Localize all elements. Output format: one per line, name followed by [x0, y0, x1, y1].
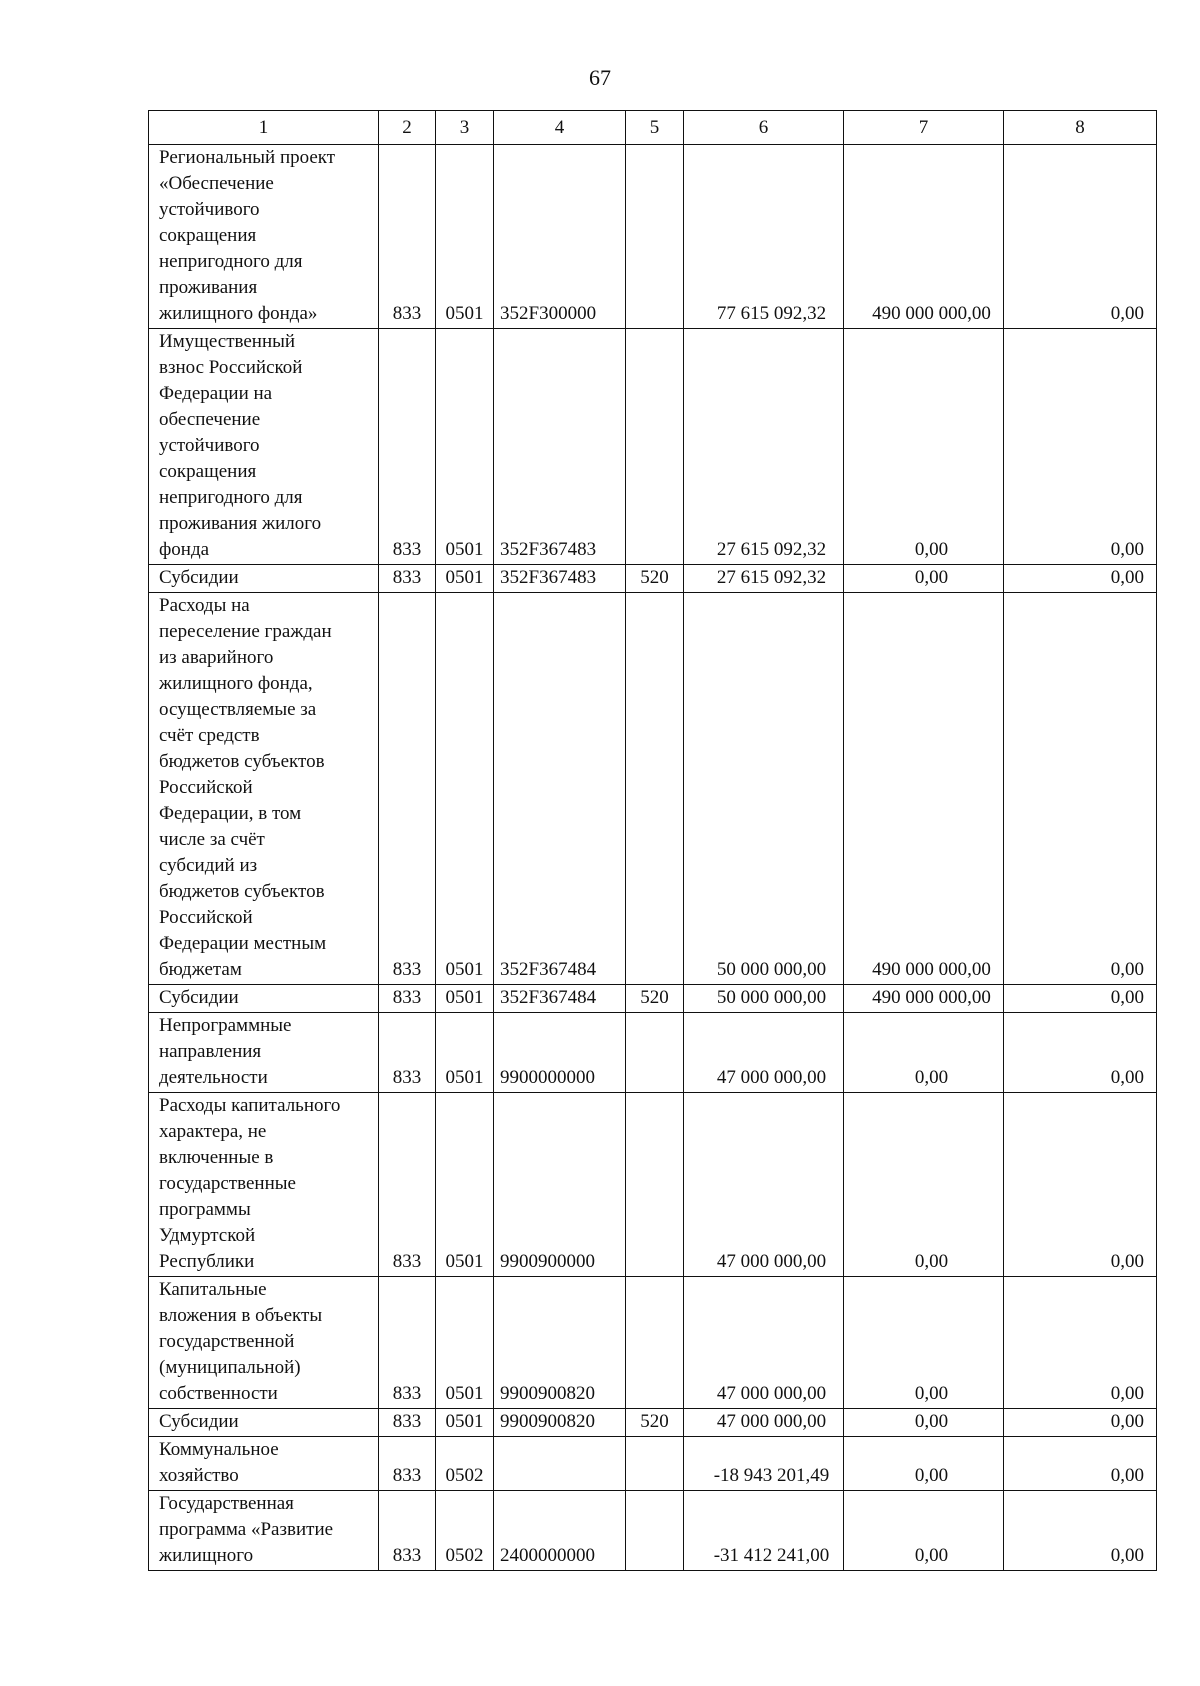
table-header [149, 111, 1157, 145]
expense-type-cell [626, 1093, 684, 1277]
amount-year3-cell: 0,00 [1004, 1491, 1157, 1571]
item-name-line: числе за счёт [159, 829, 265, 850]
amount-year3-cell: 0,00 [1004, 1093, 1157, 1277]
item-name-line: непригодного для [159, 487, 303, 508]
target-article-cell: 352F367483 [494, 329, 626, 565]
item-name-line: «Обеспечение [159, 173, 274, 194]
expense-type-cell: 520 [626, 1409, 684, 1437]
target-article-cell: 9900900820 [494, 1409, 626, 1437]
chapter-code-cell: 833 [379, 145, 436, 329]
amount-year2-cell: 0,00 [844, 1409, 1004, 1437]
item-name-line: вложения в объекты [159, 1305, 323, 1326]
amount-cell: 27 615 092,32 [684, 329, 844, 565]
amount-year3-cell: 0,00 [1004, 593, 1157, 985]
item-name-line: программы [159, 1199, 251, 1220]
section-code-cell: 0502 [436, 1491, 494, 1571]
target-article-cell: 352F367483 [494, 565, 626, 593]
item-name-line: Региональный проект [159, 147, 336, 168]
item-name-line: программа «Развитие [159, 1519, 334, 1540]
item-name-line: характера, не [159, 1121, 267, 1142]
table-row [149, 565, 1157, 593]
item-name-line: включенные в [159, 1147, 274, 1168]
amount-cell: 50 000 000,00 [684, 593, 844, 985]
item-name-line: государственные [159, 1173, 296, 1194]
target-article-cell: 9900000000 [494, 1013, 626, 1093]
item-name-line: Федерации на [159, 383, 273, 404]
amount-cell: -31 412 241,00 [684, 1491, 844, 1571]
item-name-line: сокращения [159, 461, 257, 482]
chapter-code-cell: 833 [379, 1491, 436, 1571]
item-name-line: Непрограммные [159, 1015, 292, 1036]
amount-cell: 50 000 000,00 [684, 985, 844, 1013]
amount-year2-cell: 490 000 000,00 [844, 593, 1004, 985]
item-name-line: собственности [159, 1383, 278, 1404]
amount-year3-cell: 0,00 [1004, 1277, 1157, 1409]
table-row [149, 1013, 1157, 1093]
amount-year2-cell: 0,00 [844, 1277, 1004, 1409]
expense-type-cell [626, 329, 684, 565]
table-row [149, 1437, 1157, 1491]
target-article-cell [494, 1437, 626, 1491]
amount-cell: 77 615 092,32 [684, 145, 844, 329]
expense-type-cell: 520 [626, 565, 684, 593]
item-name-cell [149, 565, 379, 593]
item-name-line: (муниципальной) [159, 1357, 301, 1378]
amount-cell: 47 000 000,00 [684, 1409, 844, 1437]
target-article-cell: 352F367484 [494, 593, 626, 985]
item-name-line: Российской [159, 777, 253, 798]
item-name-line: осуществляемые за [159, 699, 317, 720]
item-name-line: Капитальные [159, 1279, 267, 1300]
item-name-cell [149, 1277, 379, 1409]
expense-type-cell [626, 1277, 684, 1409]
amount-cell: -18 943 201,49 [684, 1437, 844, 1491]
item-name-line: из аварийного [159, 647, 274, 668]
section-code-cell: 0501 [436, 1093, 494, 1277]
amount-year2-cell: 0,00 [844, 1437, 1004, 1491]
chapter-code-cell: 833 [379, 593, 436, 985]
table-body [149, 145, 1157, 1571]
section-code-cell: 0501 [436, 593, 494, 985]
item-name-line: проживания [159, 277, 258, 298]
chapter-code-cell: 833 [379, 1013, 436, 1093]
target-article-cell: 9900900000 [494, 1093, 626, 1277]
item-name-line: субсидий из [159, 855, 258, 876]
item-name-cell [149, 145, 379, 329]
amount-year2-cell: 490 000 000,00 [844, 145, 1004, 329]
amount-year3-cell: 0,00 [1004, 1437, 1157, 1491]
chapter-code-cell: 833 [379, 1277, 436, 1409]
item-name-cell [149, 329, 379, 565]
amount-year3-cell: 0,00 [1004, 1409, 1157, 1437]
amount-year2-cell: 0,00 [844, 1013, 1004, 1093]
item-name-line: Расходы на [159, 595, 250, 616]
item-name-line: Субсидии [159, 987, 239, 1008]
section-code-cell: 0501 [436, 1277, 494, 1409]
item-name-line: переселение граждан [159, 621, 332, 642]
column-header-7: 7 [844, 111, 1004, 145]
item-name-cell [149, 1491, 379, 1571]
item-name-line: Федерации, в том [159, 803, 302, 824]
amount-year3-cell: 0,00 [1004, 565, 1157, 593]
item-name-line: Имущественный [159, 331, 296, 352]
target-article-cell: 9900900820 [494, 1277, 626, 1409]
target-article-cell: 352F367484 [494, 985, 626, 1013]
section-code-cell: 0502 [436, 1437, 494, 1491]
amount-year3-cell: 0,00 [1004, 145, 1157, 329]
column-header-5: 5 [626, 111, 684, 145]
item-name-cell [149, 1013, 379, 1093]
expense-type-cell [626, 1437, 684, 1491]
item-name-line: сокращения [159, 225, 257, 246]
item-name-cell [149, 985, 379, 1013]
table-row [149, 593, 1157, 985]
item-name-line: Федерации местным [159, 933, 327, 954]
item-name-line: направления [159, 1041, 262, 1062]
amount-cell: 47 000 000,00 [684, 1093, 844, 1277]
expense-type-cell: 520 [626, 985, 684, 1013]
item-name-line: Российской [159, 907, 253, 928]
amount-year2-cell: 0,00 [844, 329, 1004, 565]
item-name-line: Удмуртской [159, 1225, 256, 1246]
section-code-cell: 0501 [436, 329, 494, 565]
item-name-line: хозяйство [159, 1465, 239, 1486]
item-name-line: Расходы капитального [159, 1095, 341, 1116]
table-row [149, 1093, 1157, 1277]
amount-year3-cell: 0,00 [1004, 329, 1157, 565]
chapter-code-cell: 833 [379, 985, 436, 1013]
item-name-line: жилищного фонда» [159, 303, 318, 324]
item-name-cell [149, 1409, 379, 1437]
item-name-line: Субсидии [159, 567, 239, 588]
amount-year3-cell: 0,00 [1004, 985, 1157, 1013]
column-header-8: 8 [1004, 111, 1157, 145]
item-name-line: деятельности [159, 1067, 268, 1088]
item-name-line: устойчивого [159, 435, 260, 456]
amount-cell: 47 000 000,00 [684, 1277, 844, 1409]
item-name-line: обеспечение [159, 409, 261, 430]
item-name-line: государственной [159, 1331, 295, 1352]
item-name-line: проживания жилого [159, 513, 322, 534]
amount-year2-cell: 0,00 [844, 565, 1004, 593]
amount-year2-cell: 490 000 000,00 [844, 985, 1004, 1013]
table-row [149, 985, 1157, 1013]
section-code-cell: 0501 [436, 985, 494, 1013]
chapter-code-cell: 833 [379, 1437, 436, 1491]
target-article-cell: 352F300000 [494, 145, 626, 329]
table-row [149, 145, 1157, 329]
column-header-2: 2 [379, 111, 436, 145]
item-name-line: Государственная [159, 1493, 294, 1514]
budget-table [148, 110, 1157, 1571]
chapter-code-cell: 833 [379, 329, 436, 565]
column-header-6: 6 [684, 111, 844, 145]
amount-year2-cell: 0,00 [844, 1093, 1004, 1277]
item-name-line: счёт средств [159, 725, 260, 746]
page-number: 67 [589, 65, 611, 90]
target-article-cell: 2400000000 [494, 1491, 626, 1571]
chapter-code-cell: 833 [379, 1409, 436, 1437]
item-name-line: непригодного для [159, 251, 303, 272]
table-row [149, 1491, 1157, 1571]
amount-cell: 47 000 000,00 [684, 1013, 844, 1093]
column-header-4: 4 [494, 111, 626, 145]
amount-cell: 27 615 092,32 [684, 565, 844, 593]
expense-type-cell [626, 1013, 684, 1093]
column-header-3: 3 [436, 111, 494, 145]
column-header-1: 1 [149, 111, 379, 145]
header-row [149, 111, 1157, 145]
item-name-line: взнос Российской [159, 357, 303, 378]
section-code-cell: 0501 [436, 1409, 494, 1437]
item-name-line: бюджетов субъектов [159, 881, 325, 902]
item-name-line: Субсидии [159, 1411, 239, 1432]
table-row [149, 1277, 1157, 1409]
item-name-line: Коммунальное [159, 1439, 279, 1460]
expense-type-cell [626, 1491, 684, 1571]
item-name-line: Республики [159, 1251, 255, 1272]
amount-year3-cell: 0,00 [1004, 1013, 1157, 1093]
item-name-cell [149, 1437, 379, 1491]
item-name-cell [149, 1093, 379, 1277]
item-name-line: бюджетам [159, 959, 242, 980]
expense-type-cell [626, 145, 684, 329]
table-row [149, 329, 1157, 565]
amount-year2-cell: 0,00 [844, 1491, 1004, 1571]
item-name-line: фонда [159, 539, 210, 560]
chapter-code-cell: 833 [379, 565, 436, 593]
section-code-cell: 0501 [436, 565, 494, 593]
item-name-cell [149, 593, 379, 985]
table-row [149, 1409, 1157, 1437]
expense-type-cell [626, 593, 684, 985]
item-name-line: бюджетов субъектов [159, 751, 325, 772]
section-code-cell: 0501 [436, 1013, 494, 1093]
item-name-line: устойчивого [159, 199, 260, 220]
item-name-line: жилищного фонда, [159, 673, 313, 694]
chapter-code-cell: 833 [379, 1093, 436, 1277]
item-name-line: жилищного [159, 1545, 254, 1566]
section-code-cell: 0501 [436, 145, 494, 329]
